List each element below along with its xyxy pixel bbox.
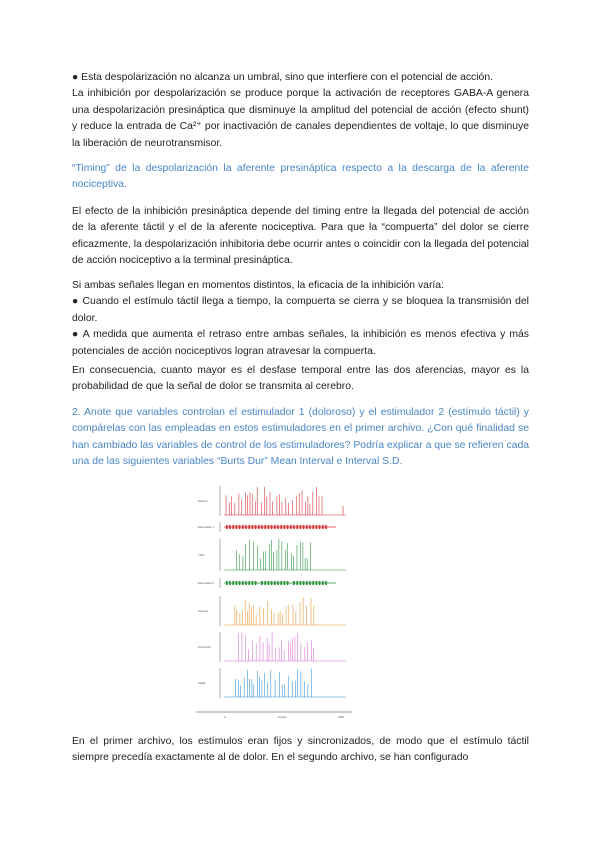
section-heading-timing: “Timing” de la despolarización la aferente presináptica respecto a la descarga de la aferente nociceptiva. — [72, 163, 529, 191]
stim-pulse — [232, 581, 234, 585]
trace-4-green-stim — [198, 578, 336, 588]
trace-5-orange — [198, 596, 346, 626]
stim-pulse — [242, 525, 244, 529]
stim-pulse — [284, 525, 286, 529]
stim-pulse — [236, 581, 238, 585]
stim-pulse — [236, 525, 238, 529]
stim-pulse — [229, 581, 231, 585]
stim-pulse — [277, 581, 279, 585]
stim-pulse — [239, 525, 241, 529]
stim-pulse — [245, 525, 247, 529]
x-axis — [196, 712, 352, 719]
trace-3-green — [198, 539, 346, 571]
stim-pulse — [316, 525, 318, 529]
paragraph-signal-timing — [72, 278, 529, 360]
trace-7-blue — [198, 668, 346, 698]
stim-pulse — [322, 525, 324, 529]
paragraph-conclusion: En consecuencia, cuanto mayor es el desfase temporal entre las dos aferencias, mayor es la probabilidad de que la señal de dolor se transmita al cerebro. — [72, 365, 529, 393]
stim-pulse — [300, 581, 302, 585]
trace-label: Interneur. — [198, 610, 209, 613]
trace-figure-svg — [196, 484, 352, 722]
stim-pulse — [226, 581, 228, 585]
stim-pulse — [274, 581, 276, 585]
stim-pulse — [245, 581, 247, 585]
stim-pulse — [303, 525, 305, 529]
stim-pulse — [258, 525, 260, 529]
stim-pulse — [248, 525, 250, 529]
trace-label: Estimulador 1 — [198, 526, 214, 529]
stim-pulse — [255, 581, 257, 585]
stim-pulse — [309, 525, 311, 529]
stim-pulse — [252, 525, 254, 529]
stim-pulse — [284, 581, 286, 585]
trace-1-red — [198, 486, 346, 516]
stim-pulse — [293, 581, 295, 585]
stim-pulse — [312, 525, 314, 529]
stim-pulse — [296, 581, 298, 585]
stim-pulse — [232, 525, 234, 529]
stim-pulse — [322, 581, 324, 585]
stim-pulse — [271, 525, 273, 529]
stim-pulse — [268, 525, 270, 529]
stim-pulse — [287, 581, 289, 585]
bullet-depolarization: ● Esta despolarización no alcanza un umbral, sino que interfiere con el potencial de acción. — [72, 72, 493, 83]
text-gaba-inhibition: La inhibición por despolarización se produce porque la activación de receptores GABA-A genera una despolarización presináptica que disminuye la amplitud del potencial de acción (efecto shunt) y reduce la entrada de Ca²⁺ por inactivación de canales dependientes de voltaje, lo que disminuye la liberación de neurotransmisor. — [72, 88, 529, 149]
stim-pulse — [242, 581, 244, 585]
stim-pulse — [264, 525, 266, 529]
stim-pulse — [280, 581, 282, 585]
stim-pulse — [300, 525, 302, 529]
stim-pulse — [280, 525, 282, 529]
stim-pulse — [264, 581, 266, 585]
stim-pulse — [274, 525, 276, 529]
trace-6-pink — [198, 632, 346, 662]
trace-label: Estimulador 2 — [198, 582, 214, 585]
question-2: 2. Anote que variables controlan el estimulador 1 (doloroso) y el estimulador 2 (estímulo táctil) y compárelas con las empleadas en estos estimuladores en el primer archivo. ¿Con qué finalidad se han cambiado las variables de control de los estimuladores? Podría explicar a que se refieren cada una de las siguientes variables “Burts Dur” Mean Interval e Interval S.D. — [72, 407, 529, 468]
text-signal-intro: Si ambas señales llegan en momentos distintos, la eficacia de la inhibición varía: — [72, 280, 444, 291]
trace-label: Proyección — [198, 646, 211, 649]
x-axis-label: Tiempo — [278, 716, 287, 719]
x-tick-label: 2000 — [338, 716, 344, 719]
stim-pulse — [229, 525, 231, 529]
bullet-delay: ● A medida que aumenta el retraso entre ambas señales, la inhibición es menos efectiva y más potenciales de acción nociceptivos logran atravesar la compuerta. — [72, 329, 529, 357]
trace-label: Nocicep. — [198, 500, 209, 503]
stim-pulse — [316, 581, 318, 585]
x-tick-label: 0 — [224, 716, 226, 719]
stim-pulse — [255, 525, 257, 529]
trace-label: Salida — [198, 682, 206, 685]
stim-pulse — [319, 525, 321, 529]
bullet-on-time: ● Cuando el estímulo táctil llega a tiempo, la compuerta se cierra y se bloquea la transmisión del dolor. — [72, 296, 529, 324]
stim-pulse — [303, 581, 305, 585]
stim-pulse — [312, 581, 314, 585]
stim-pulse — [239, 581, 241, 585]
paragraph-first-file: En el primer archivo, los estímulos eran fijos y sincronizados, de modo que el estímulo táctil siempre precedía exactamente al de dolor. En el segundo archivo, se han configurado — [72, 736, 529, 764]
paragraph-timing-effect: El efecto de la inhibición presináptica depende del timing entre la llegada del potencial de acción de la aferente táctil y el de la aferente nociceptiva. Para que la “compuerta” del dolor se cierre eficazmente, la despolarización inhibitoria debe ocurrir antes o coincidir con la llegada del potencial de acción nociceptivo a la terminal presináptica. — [72, 206, 529, 267]
stim-pulse — [226, 525, 228, 529]
stim-pulse — [293, 525, 295, 529]
spike-trace-figure — [196, 484, 352, 722]
stim-pulse — [248, 581, 250, 585]
stim-pulse — [277, 525, 279, 529]
stim-pulse — [319, 581, 321, 585]
stim-pulse — [261, 525, 263, 529]
stim-pulse — [252, 581, 254, 585]
stim-pulse — [261, 581, 263, 585]
trace-2-red-stim — [198, 522, 336, 532]
stim-pulse — [296, 525, 298, 529]
stim-pulse — [306, 525, 308, 529]
stim-pulse — [325, 581, 327, 585]
paragraph-depolarization — [72, 70, 529, 152]
stim-pulse — [268, 581, 270, 585]
stim-pulse — [306, 581, 308, 585]
stim-pulse — [325, 525, 327, 529]
stim-pulse — [290, 525, 292, 529]
stim-pulse — [287, 525, 289, 529]
trace-label: Táctil — [198, 554, 205, 557]
stim-pulse — [309, 581, 311, 585]
stim-pulse — [271, 581, 273, 585]
